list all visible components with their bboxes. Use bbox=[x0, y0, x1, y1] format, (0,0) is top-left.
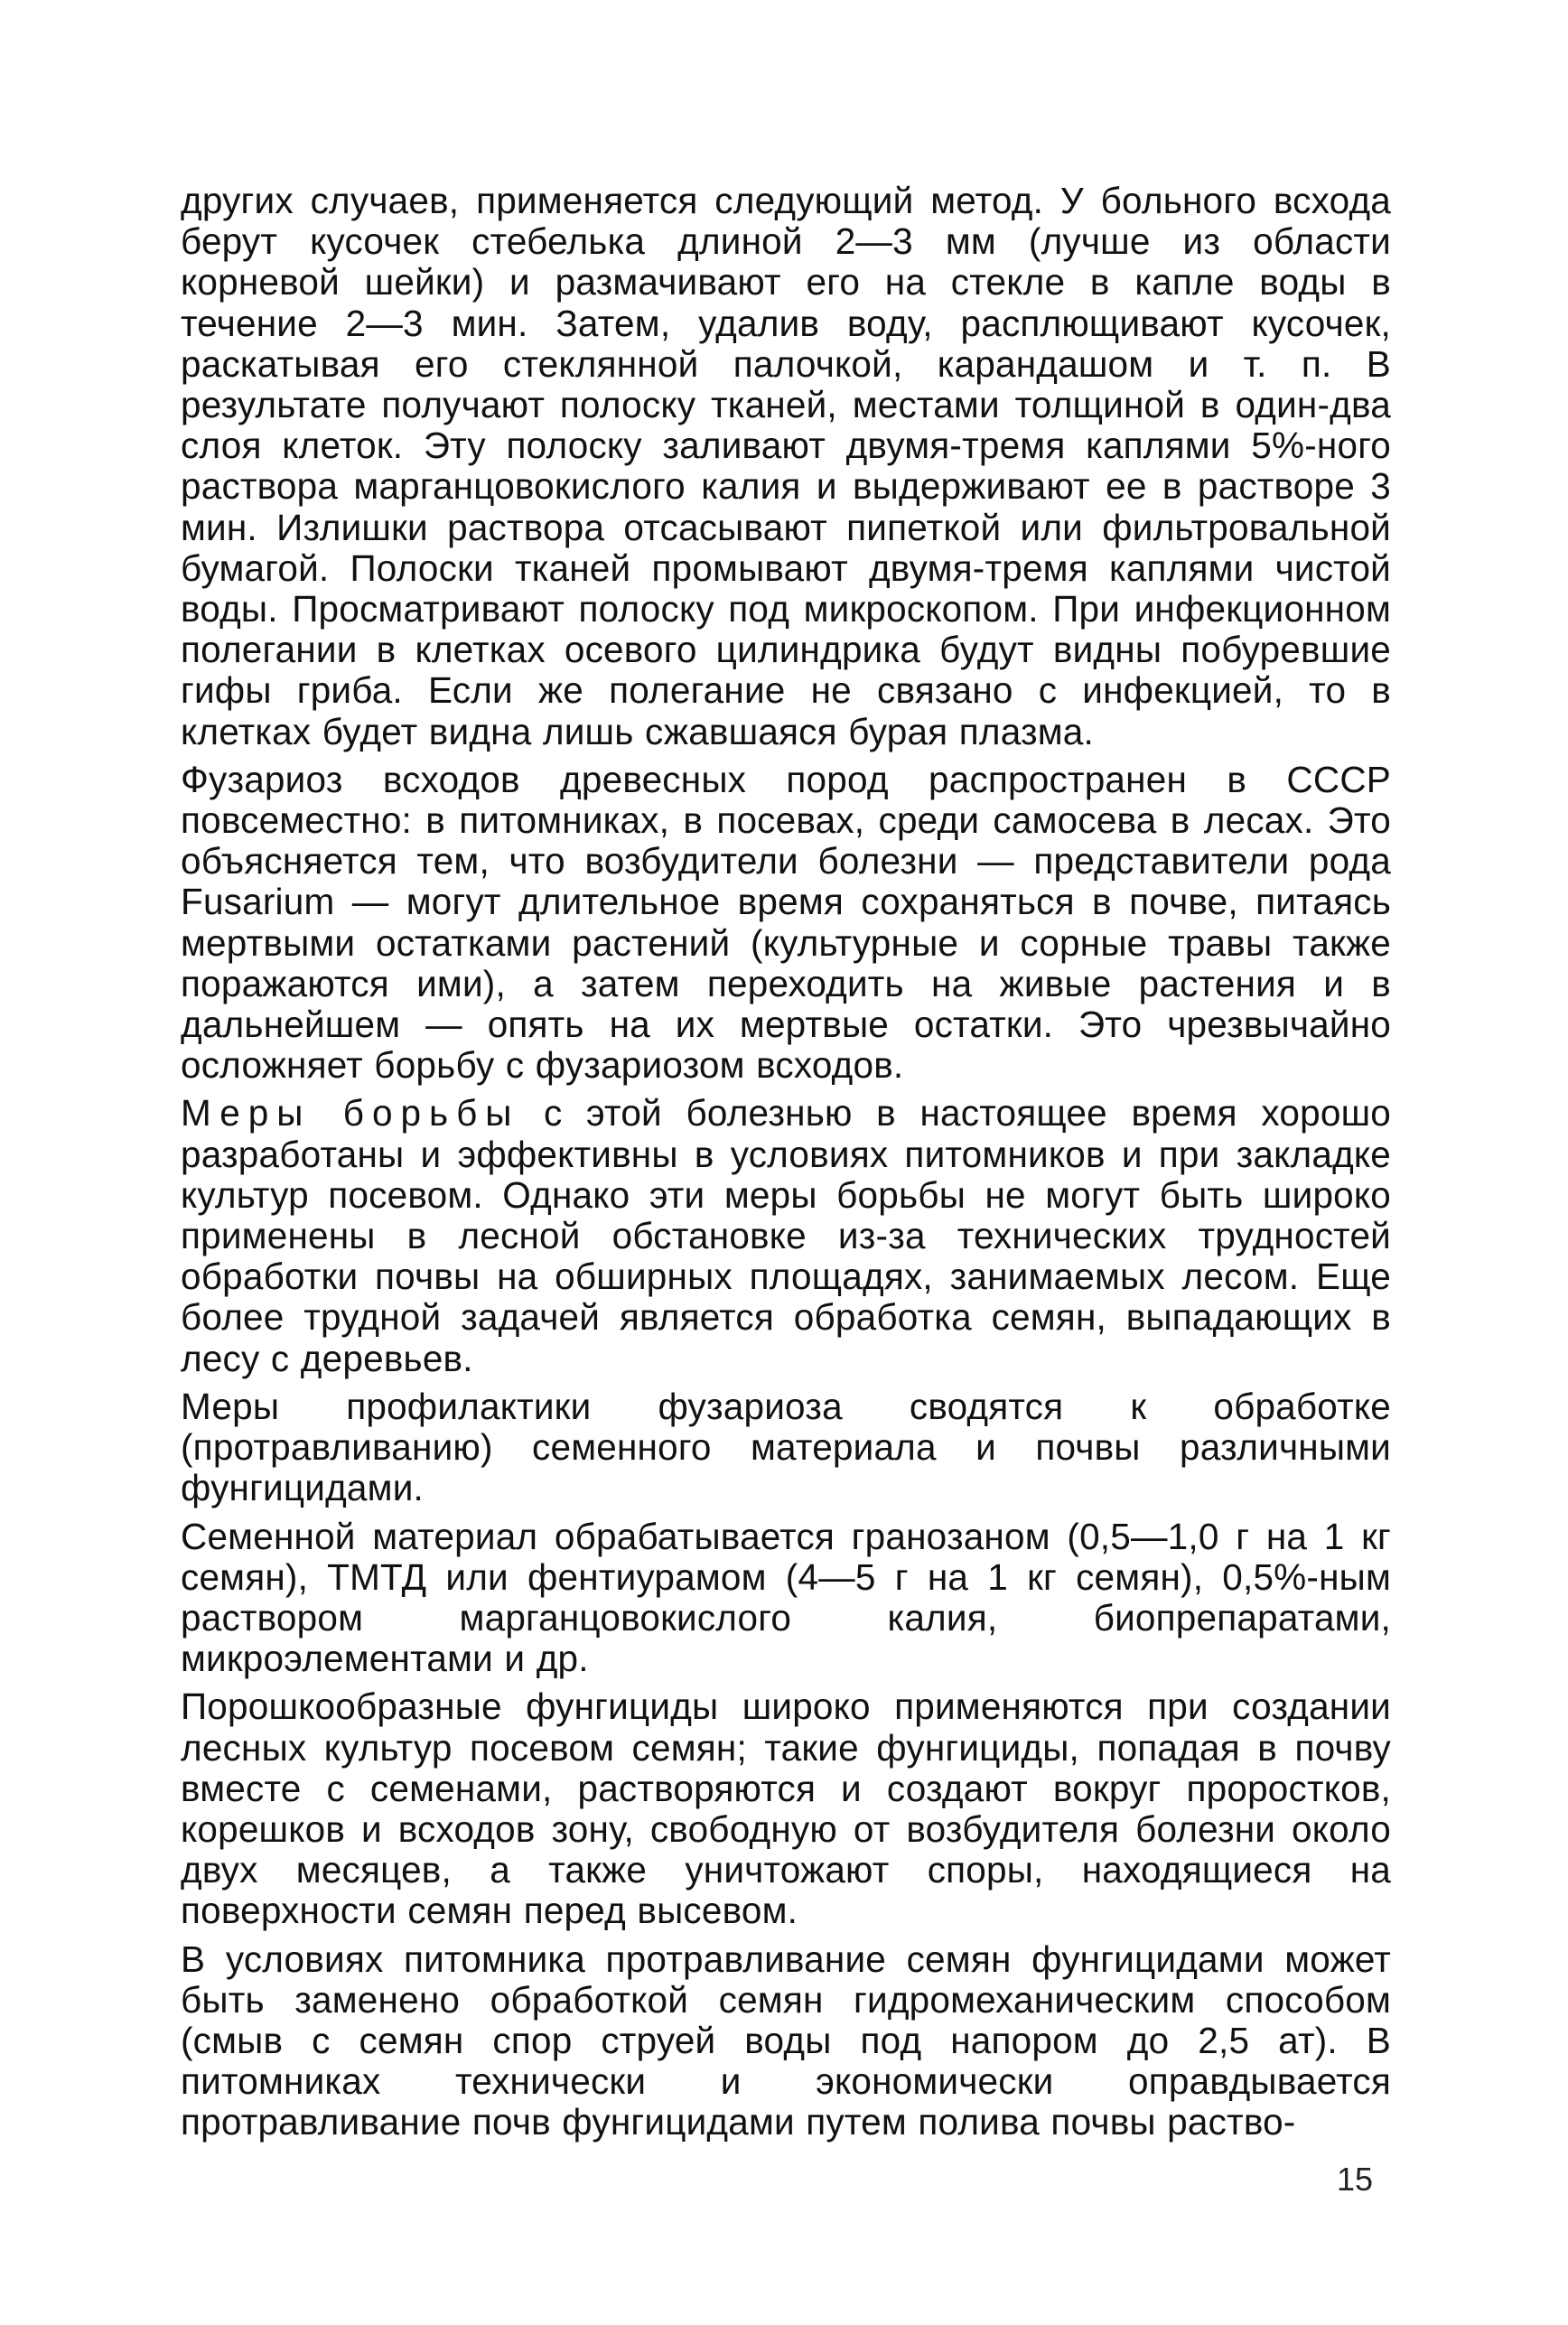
page-number: 15 bbox=[1337, 2161, 1374, 2198]
page-body bbox=[181, 181, 1391, 2151]
paragraph-1: других случаев, применяется следующий метод. У больного всхода берут кусочек стебелька длиной 2—3 мм (лучше из области корневой шейки) и размачивают его на стекле в капле воды в течение 2—3 мин. Затем, удалив воду, расплющивают кусочек, раскатывая его стеклянной палочкой, карандашом и т. п. В результате получают полоску тканей, местами толщиной в один-два слоя клеток. Эту полоску заливают двумя-тремя каплями 5%-ного раствора марганцовокислого калия и выдерживают ее в растворе 3 мин. Излишки раствора отсасывают пипеткой или фильтровальной бумагой. Полоски тканей промывают двумя-тремя каплями чистой воды. Просматривают полоску под микроскопом. При инфекционном полегании в клетках осевого цилиндрика будут видны побуревшие гифы гриба. Если же полегание не связано с инфекцией, то в клетках будет видна лишь сжавшаяся бурая плазма. bbox=[181, 180, 1391, 752]
paragraph-3 bbox=[181, 1093, 1391, 1378]
paragraph-3-lead: Меры борьбы bbox=[181, 1092, 520, 1134]
paragraph-3-text: с этой болезнью в настоящее время хорошо разработаны и эффективны в условиях питомников и при закладке культур посевом. Однако эти меры борьбы не могут быть широко применены в лесной обстановке из-за технических трудностей обработки почвы на обширных площадях, занимаемых лесом. Еще более трудной задачей является обработка семян, выпадающих в лесу с деревьев. bbox=[181, 1092, 1391, 1379]
paragraph-2: Фузариоз всходов древесных пород распространен в СССР повсеместно: в питомниках, в посевах, среди самосева в лесах. Это объясняется тем, что возбудители болезни — представители рода Fusarium — могут длительное время сохраняться в почве, питаясь мертвыми остатками растений (культурные и сорные травы также поражаются ими), а затем переходить на живые растения и в дальнейшем — опять на их мертвые остатки. Это чрезвычайно осложняет борьбу с фузариозом всходов. bbox=[181, 758, 1391, 1087]
paragraph-7: В условиях питомника протравливание семян фунгицидами может быть заменено обработкой семян гидромеханическим способом (смыв с семян спор струей воды под напором до 2,5 ат). В питомниках технически и экономически оправдывается протравливание почв фунгицидами путем полива почвы раство- bbox=[181, 1938, 1391, 2143]
paragraph-4: Меры профилактики фузариоза сводятся к обработке (протравливанию) семенного материала и почвы различными фунгицидами. bbox=[181, 1385, 1391, 1509]
paragraph-6: Порошкообразные фунгициды широко применяются при создании лесных культур посевом семян; такие фунгициды, попадая в почву вместе с семенами, растворяются и создают вокруг проростков, корешков и всходов зону, свободную от возбудителя болезни около двух месяцев, а также уничтожают споры, находящиеся на поверхности семян перед высевом. bbox=[181, 1685, 1391, 1932]
paragraph-5: Семенной материал обрабатывается гранозаном (0,5—1,0 г на 1 кг семян), ТМТД или фентиурамом (4—5 г на 1 кг семян), 0,5%-ным раствором марганцовокислого калия, биопрепаратами, микроэлементами и др. bbox=[181, 1515, 1391, 1680]
